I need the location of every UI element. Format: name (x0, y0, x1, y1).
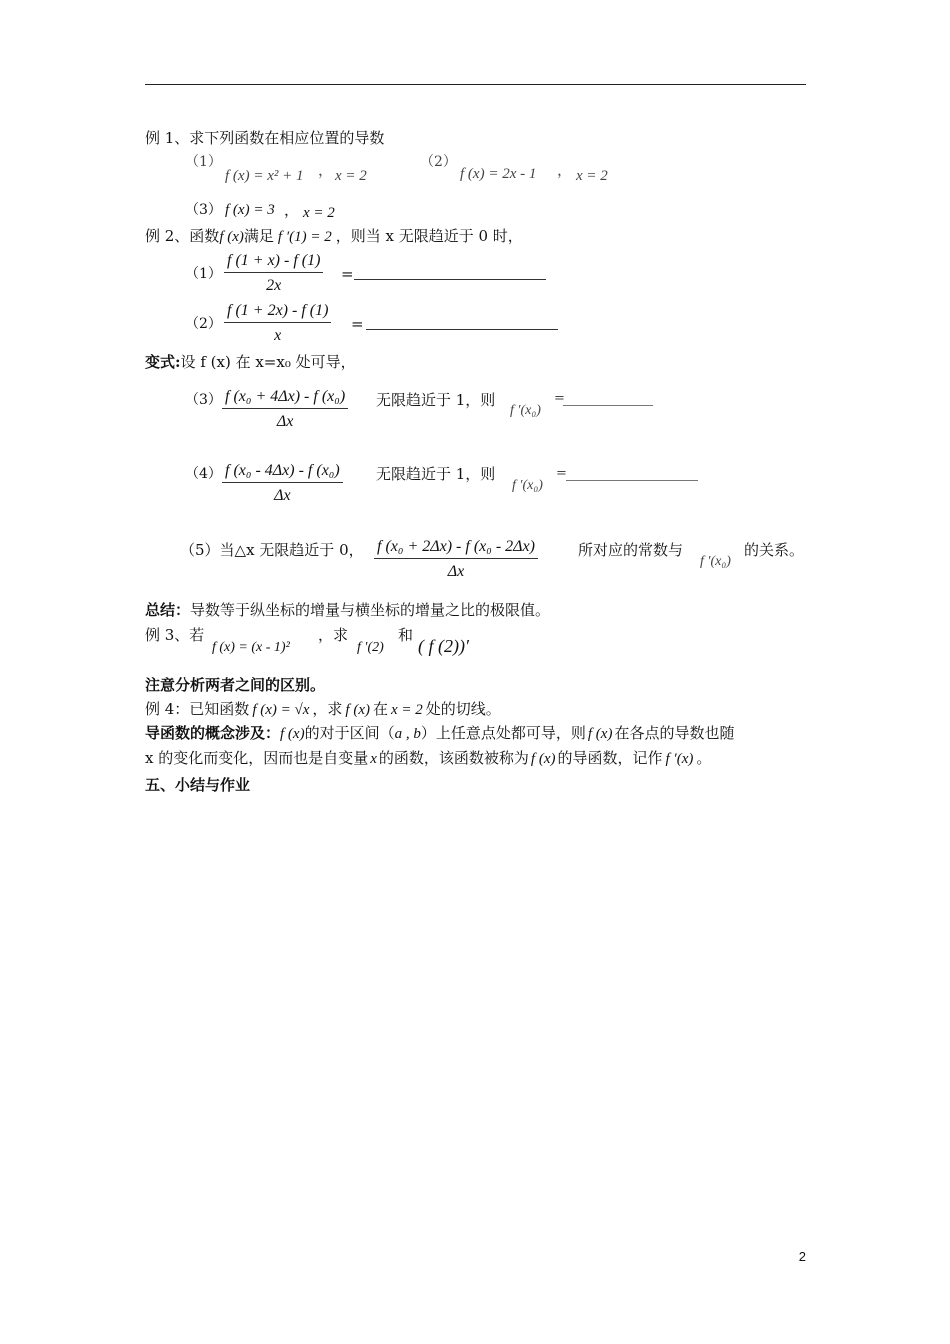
ex1-p2-expr: f (x) = 2x - 1 (460, 166, 537, 182)
variant-q4-answer-blank[interactable] (566, 480, 698, 481)
header-rule (145, 84, 806, 85)
page-number: 2 (798, 1249, 806, 1264)
variant-q3-text: 无限趋近于 1，则 (376, 391, 496, 409)
ex3-label: 例 3、若 (145, 626, 205, 644)
ex1-title: 例 1、求下列函数在相应位置的导数 (145, 129, 385, 147)
variant-q4-num: （4） (185, 466, 222, 482)
ex4-line: 例 4：已知函数 f (x) = √x ，求 f (x) 在 x = 2 处的切线。 (145, 700, 501, 718)
variant-q3-result: f ′(x₀) (510, 403, 541, 418)
ex3-and: 和 (398, 626, 414, 644)
ex3-d2: ( f (2))′ (418, 636, 469, 656)
variant-q3-answer-blank[interactable] (563, 405, 653, 406)
variant-q3-eq: = (554, 391, 565, 406)
ex2-q2-eq: = (351, 315, 364, 333)
ex2-q1-answer-blank[interactable] (354, 279, 546, 280)
section-5-heading: 五、小结与作业 (145, 776, 251, 794)
ex3-ask: ，求 (318, 626, 349, 644)
variant-q4-fraction: $\frac{\text{f (x₀ - 4Δx) - f (x₀)}}{\Delta x}$ (222, 462, 343, 505)
variant-q5-result: f ′(x₀) (700, 554, 731, 569)
concept-line-1: 导函数的概念涉及：f (x)的对于区间（a , b）上任意点处都可导，则 f (x) 在各点的导数也随 (145, 724, 735, 742)
ex1-p2-num: （2） (420, 154, 457, 170)
ex2-q1-eq: = (341, 265, 354, 283)
ex1-p2-pos: x = 2 (576, 168, 608, 184)
ex2-q2-num: （2） (185, 316, 222, 332)
variant-q3-fraction: $\frac{\text{f (x₀ + 4Δx) - f (x₀)}}{\Delta x}$ (222, 388, 348, 431)
variant-q5-prefix: （5）当△x 无限趋近于 0， (180, 541, 364, 559)
ex1-p3-comma: ， (284, 201, 300, 219)
ex2-q2-answer-blank[interactable] (366, 329, 558, 330)
variant-q3-num: （3） (185, 392, 222, 408)
ex3-expr: f (x) = (x - 1)² (212, 640, 290, 655)
variant-intro: 变式:设 f (x) 在 x=x₀ 处可导， (145, 353, 356, 371)
variant-q5-suffix: 的关系。 (744, 541, 805, 559)
ex1-p3-num: （3） (185, 202, 222, 218)
ex1-p1-expr: f (x) = x² + 1 (225, 168, 304, 184)
variant-q5-fraction: $\frac{\text{f (x₀ + 2Δx) - f (x₀ - 2Δx)}}{\Delta x}$ (374, 538, 538, 581)
variant-q5-mid: 所对应的常数与 (578, 541, 684, 559)
ex1-p2-comma: ， (557, 161, 573, 179)
ex2-intro: 例 2、函数f (x)满足 f ′(1) = 2 ，则当 x 无限趋近于 0 时， (145, 227, 523, 245)
ex2-q2-fraction: $\frac{f (1 + 2x) - f (1)}{x}$ (224, 302, 331, 345)
ex1-p1-pos: x = 2 (335, 168, 367, 184)
ex3-d1: f ′(2) (357, 640, 384, 655)
ex2-q1-fraction: $\frac{f (1 + x) - f (1)}{2x}$ (224, 252, 323, 295)
note-line: 注意分析两者之间的区别。 (145, 676, 326, 694)
ex1-p3-expr: f (x) = 3 (225, 202, 275, 218)
ex1-p1-comma: ， (318, 161, 334, 179)
variant-q4-text: 无限趋近于 1，则 (376, 465, 496, 483)
summary-line: 总结：导数等于纵坐标的增量与横坐标的增量之比的极限值。 (145, 601, 551, 619)
ex2-q1-num: （1） (185, 266, 222, 282)
ex1-p3-pos: x = 2 (303, 205, 335, 221)
variant-q4-eq: = (556, 466, 567, 481)
variant-q4-result: f ′(x₀) (512, 478, 543, 493)
ex1-p1-num: （1） (185, 154, 222, 170)
concept-line-2: x 的变化而变化，因而也是自变量 x 的函数，该函数被称为 f (x) 的导函数，记作 f ′(x) 。 (145, 749, 712, 767)
